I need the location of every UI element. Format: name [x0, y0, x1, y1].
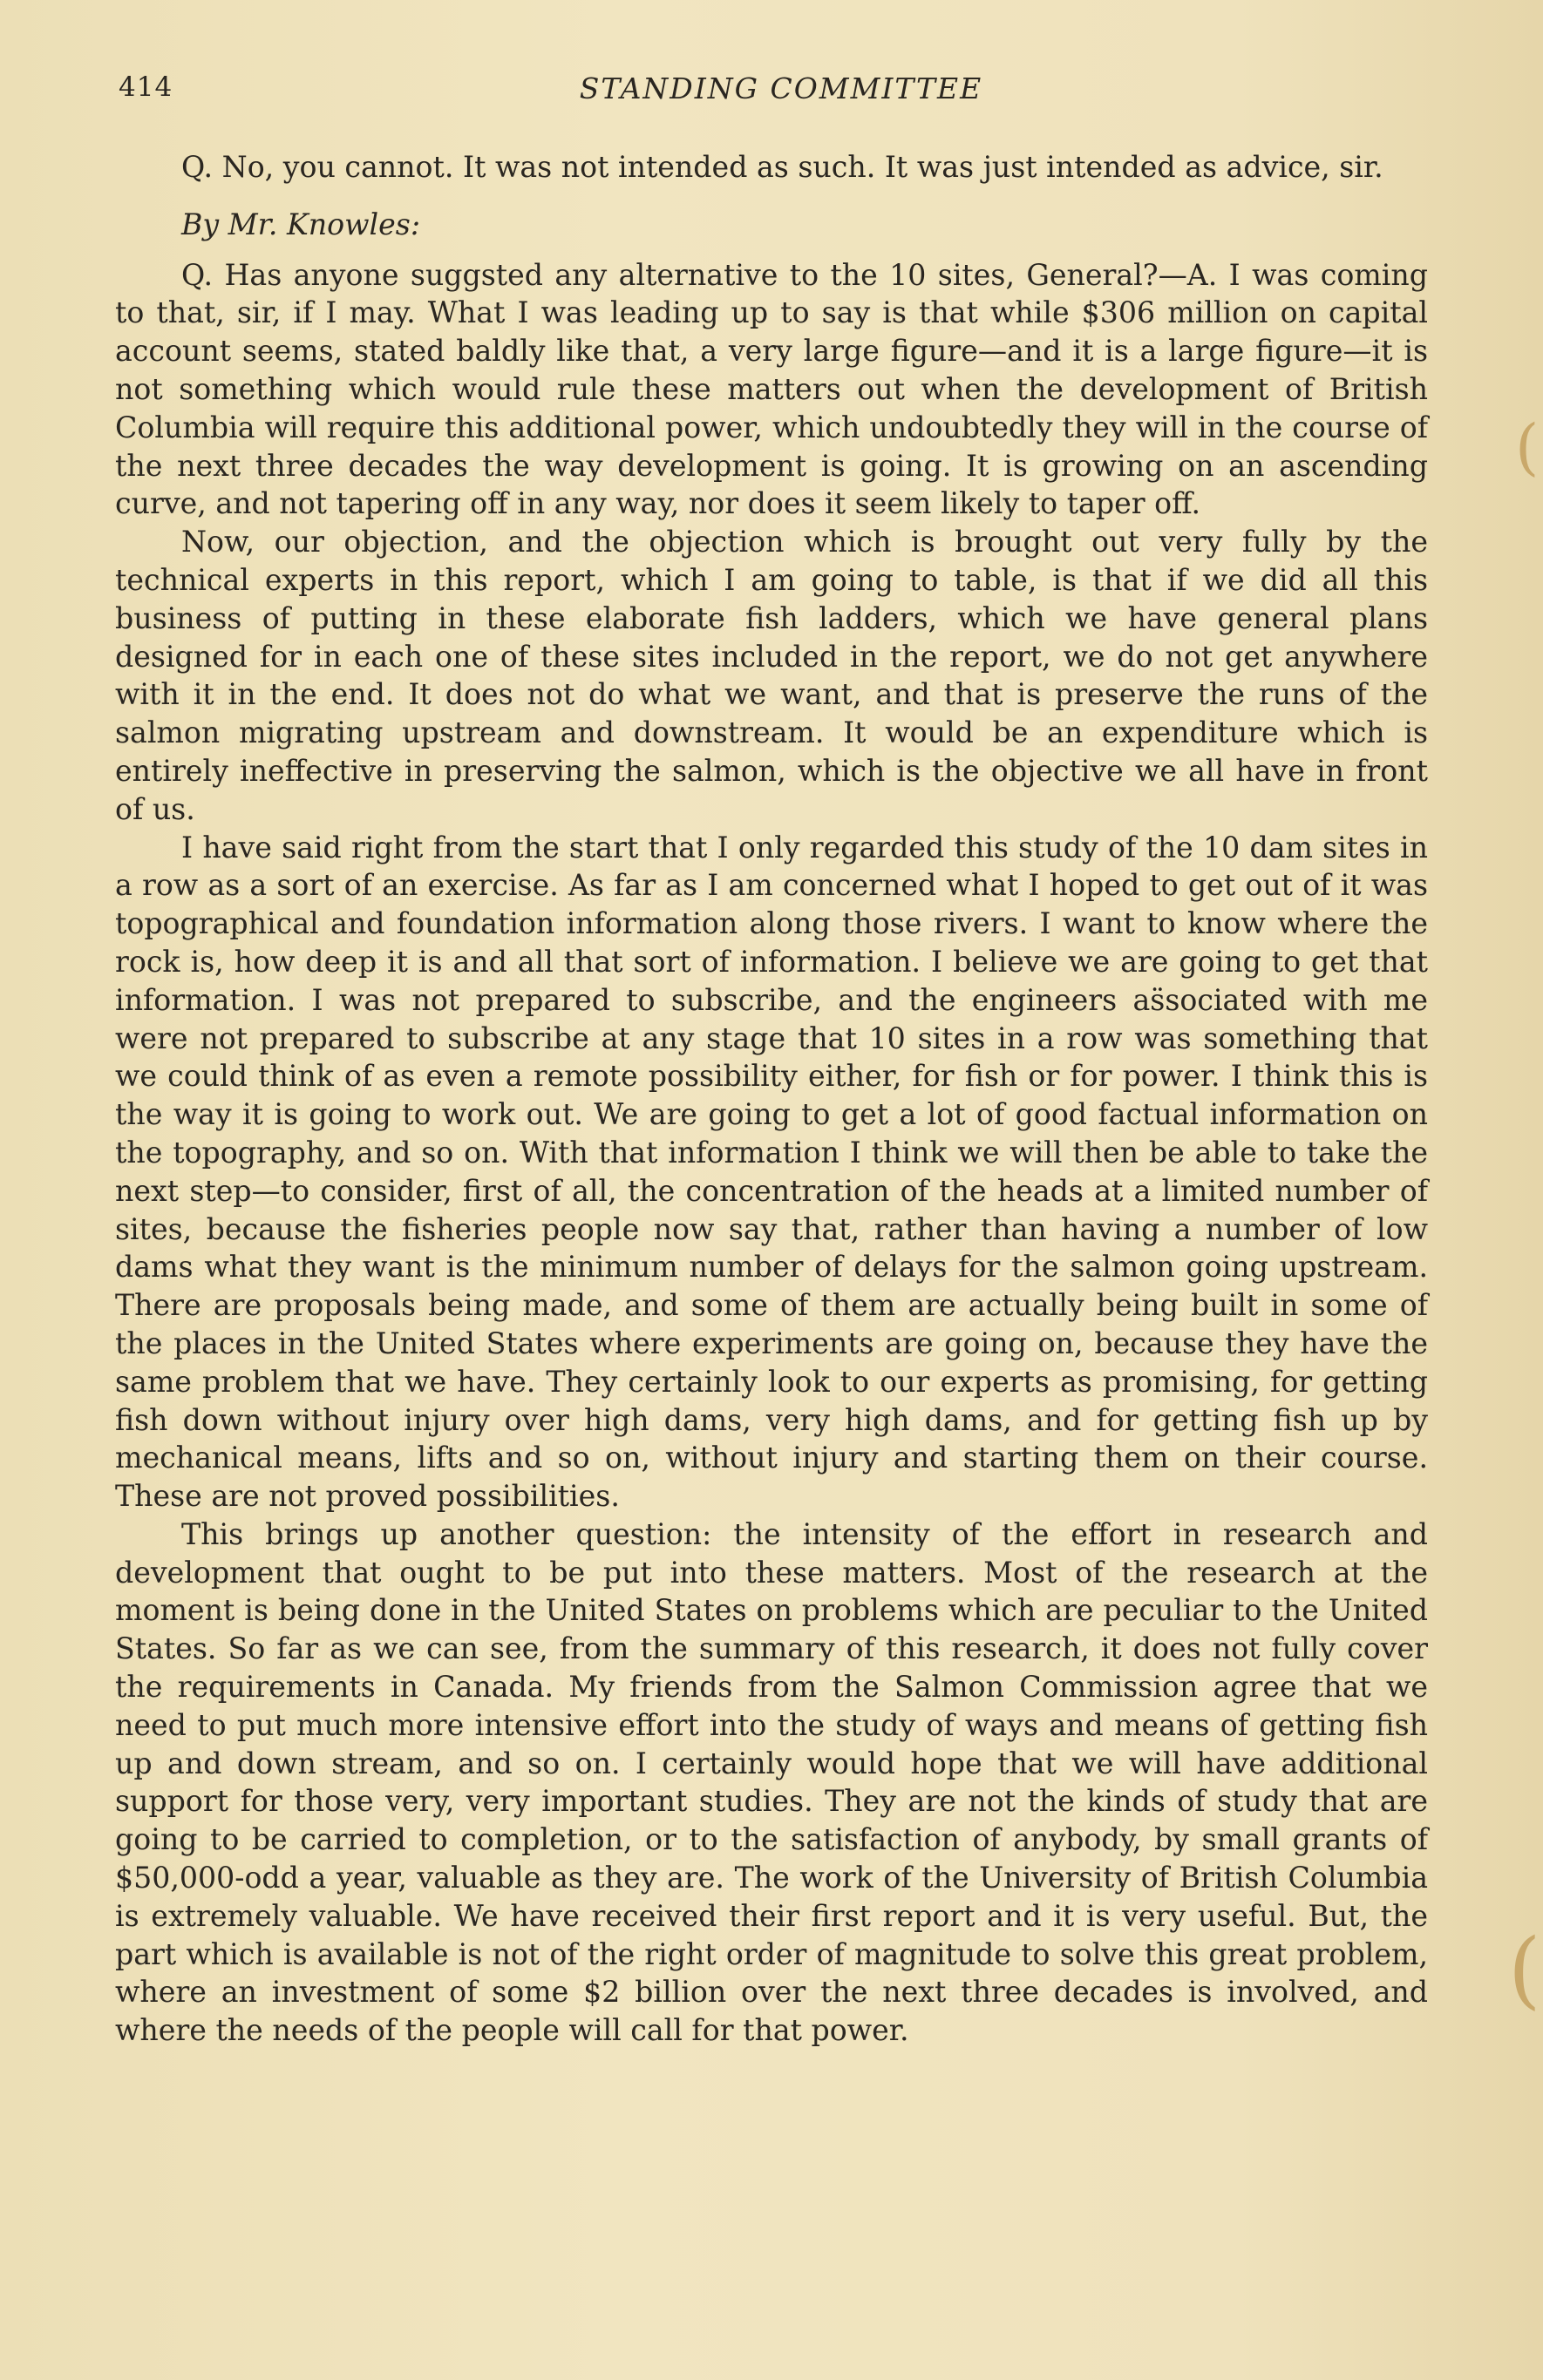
running-head: STANDING COMMITTEE [579, 71, 983, 105]
paragraph-research: This brings up another question: the intensity of the effort in research and development that ought to be put into these matters. Most of the research at the moment is being done in the United States on problems which are peculiar to the United States. So far as we can see, from the summary of this research, it does not fully cover the requirements in Canada. My friends from the Salmon Commission agree that we need to put much more intensive effort into the study of ways and means of getting fish up and down stream, and so on. I certainly would hope that we will have additional support for those very, very important studies. They are not the kinds of study that are going to be carried to completion, or to the satisfaction of anybody, by small grants of $50,000-odd a year, valuable as they are. The work of the University of British Columbia is extremely valuable. We have received their first report and it is very useful. But, the part which is available is not of the right order of magnitude to solve this great problem, where an investment of some $2 billion over the next three decades is involved, and where the needs of the people will call for that power. [115, 1516, 1428, 2048]
margin-bracket-mark: ( [1515, 411, 1540, 483]
page-number: 414 [119, 71, 173, 103]
margin-bracket-mark: ( [1508, 1921, 1541, 2018]
speaker-heading: By Mr. Knowles: [181, 207, 421, 241]
paragraph-answer: Q. Has anyone suggsted any alternative to the 10 sites, General?—A. I was coming to that, sir, if I may. What I was leading up to say is that while $306 million on capital account seems, stated baldly like that, a very large figure—and it is a large figure—it is not something which would rule these matters out when the development of British Columbia will require this additional power, which undoubtedly they will in the course of the next three decades the way development is going. It is growing on an ascending curve, and not tapering off in any way, nor does it seem likely to taper off. [115, 257, 1428, 521]
page-header [119, 71, 1444, 115]
paragraph-study: I have said right from the start that I only regarded this study of the 10 dam sites in a row as a sort of an exercise. As far as I am concerned what I hoped to get out of it was topographical and foundation information along those rivers. I want to know where the rock is, how deep it is and all that sort of information. I believe we are going to get that information. I was not prepared to subscribe, and the engineers as̈sociated with me were not prepared to subscribe at any stage that 10 sites in a row was something that we could think of as even a remote possibility either, for fish or for power. I think this is the way it is going to work out. We are going to get a lot of good factual information on the topography, and so on. With that information I think we will then be able to take the next step—to consider, first of all, the concentration of the heads at a limited number of sites, because the fisheries people now say that, rather than having a number of low dams what they want is the minimum number of delays for the salmon going upstream. There are proposals being made, and some of them are actually being built in some of the places in the United States where experiments are going on, because they have the same problem that we have. They certainly look to our experts as promising, for getting fish down without injury over high dams, very high dams, and for getting fish up by mechanical means, lifts and so on, without injury and starting them on their course. These are not proved possibilities. [115, 830, 1428, 1514]
paragraph-objection: Now, our objection, and the objection which is brought out very fully by the technical experts in this report, which I am going to table, is that if we did all this business of putting in these elaborate fish ladders, which we have general plans designed for in each one of these sites included in the report, we do not get anywhere with it in the end. It does not do what we want, and that is preserve the runs of the salmon migrating upstream and downstream. It would be an expenditure which is entirely ineffective in preserving the salmon, which is the objective we all have in front of us. [115, 525, 1428, 826]
page-body [115, 148, 1428, 2050]
paragraph-question: Q. No, you cannot. It was not intended as such. It was just intended as advice, sir. [181, 150, 1383, 184]
